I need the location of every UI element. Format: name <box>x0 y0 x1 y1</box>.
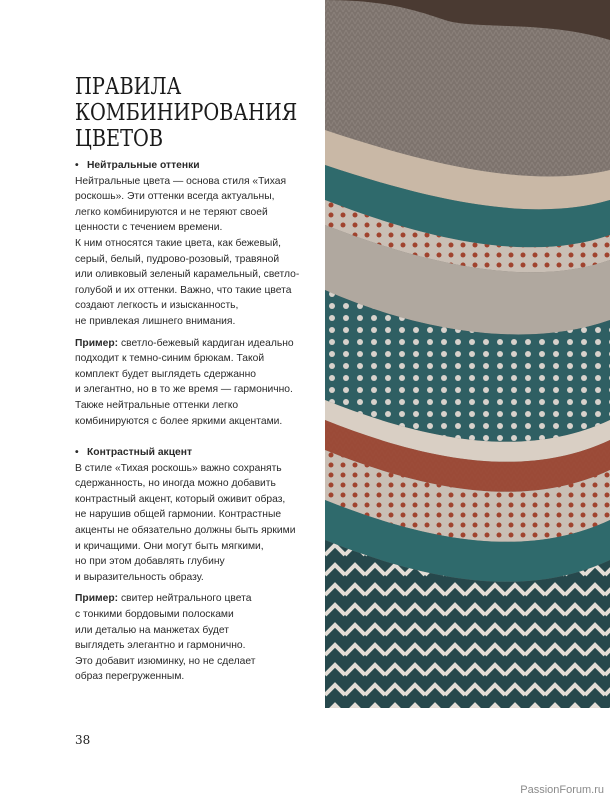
text-line: и элегантно, но в то же время — гармонично. <box>75 384 293 396</box>
watermark: PassionForum.ru <box>520 784 604 796</box>
text-line: и выразительность образу. <box>75 571 204 583</box>
heading-text: Контрастный акцент <box>87 447 193 458</box>
bullet-icon: • <box>75 160 79 171</box>
example-label: Пример: <box>75 337 119 349</box>
text-line: но при этом добавлять глубину <box>75 556 225 568</box>
section-neutral-tones <box>75 158 325 429</box>
text-line: или деталью на манжетах будет <box>75 624 230 636</box>
text-line: голубой и их оттенки. Важно, что такие цвета <box>75 284 292 296</box>
heading-text: Нейтральные оттенки <box>87 160 200 171</box>
title-line: ПРАВИЛА <box>75 74 182 100</box>
page-title <box>75 74 320 152</box>
section-body <box>75 174 325 330</box>
text-line: комбинируются с более яркими акцентами. <box>75 415 283 427</box>
text-line: К ним относятся такие цвета, как бежевый, <box>75 237 281 249</box>
sweater-photo <box>325 0 610 708</box>
example-text: свитер нейтрального цвета <box>118 593 252 605</box>
example-paragraph <box>75 336 325 430</box>
text-line: подходит к темно-синим брюкам. Такой <box>75 353 265 365</box>
text-line: В стиле «Тихая роскошь» важно сохранять <box>75 462 282 474</box>
example-rest <box>75 607 325 685</box>
example-label: Пример: <box>75 593 119 605</box>
text-line: Также нейтральные оттенки легко <box>75 399 239 411</box>
example-paragraph <box>75 591 325 685</box>
section-heading <box>75 445 325 461</box>
title-line: КОМБИНИРОВАНИЯ <box>75 100 298 126</box>
section-heading <box>75 158 325 174</box>
text-line: выглядеть элегантно и гармонично. <box>75 640 246 652</box>
section-contrast-accent <box>75 445 325 685</box>
text-line: Нейтральные цвета — основа стиля «Тихая <box>75 175 287 187</box>
fair-isle-sweater-image <box>325 0 610 708</box>
example-rest <box>75 351 325 429</box>
section-body <box>75 461 325 586</box>
text-line: ценности с течением времени. <box>75 222 223 234</box>
text-line: образ перегруженным. <box>75 671 185 683</box>
text-line: серый, белый, пудрово-розовый, травяной <box>75 253 280 265</box>
text-line: не привлекая лишнего внимания. <box>75 315 236 327</box>
text-line: Это добавит изюминку, но не сделает <box>75 655 256 667</box>
example-text: светло-бежевый кардиган идеально <box>118 337 294 349</box>
text-line: или оливковый зеленый карамельный, светло- <box>75 269 300 281</box>
text-line: роскошь». Эти оттенки всегда актуальны, <box>75 191 275 203</box>
text-line: и кричащими. Они могут быть мягкими, <box>75 540 264 552</box>
text-line: создают легкость и изысканность, <box>75 300 239 312</box>
text-line: акценты не обязательно должны быть яркими <box>75 524 296 536</box>
text-line: контрастный акцент, который оживит образ, <box>75 493 286 505</box>
page-number: 38 <box>75 733 91 747</box>
text-line: комплект будет выглядеть сдержанно <box>75 368 257 380</box>
text-line: сдержанность, но иногда можно добавить <box>75 478 276 490</box>
text-line: легко комбинируются и не теряют своей <box>75 206 268 218</box>
text-line: не нарушив общей гармонии. Контрастные <box>75 509 282 521</box>
text-line: с тонкими бордовыми полосками <box>75 608 234 620</box>
bullet-icon: • <box>75 447 79 458</box>
title-line: ЦВЕТОВ <box>75 126 164 152</box>
